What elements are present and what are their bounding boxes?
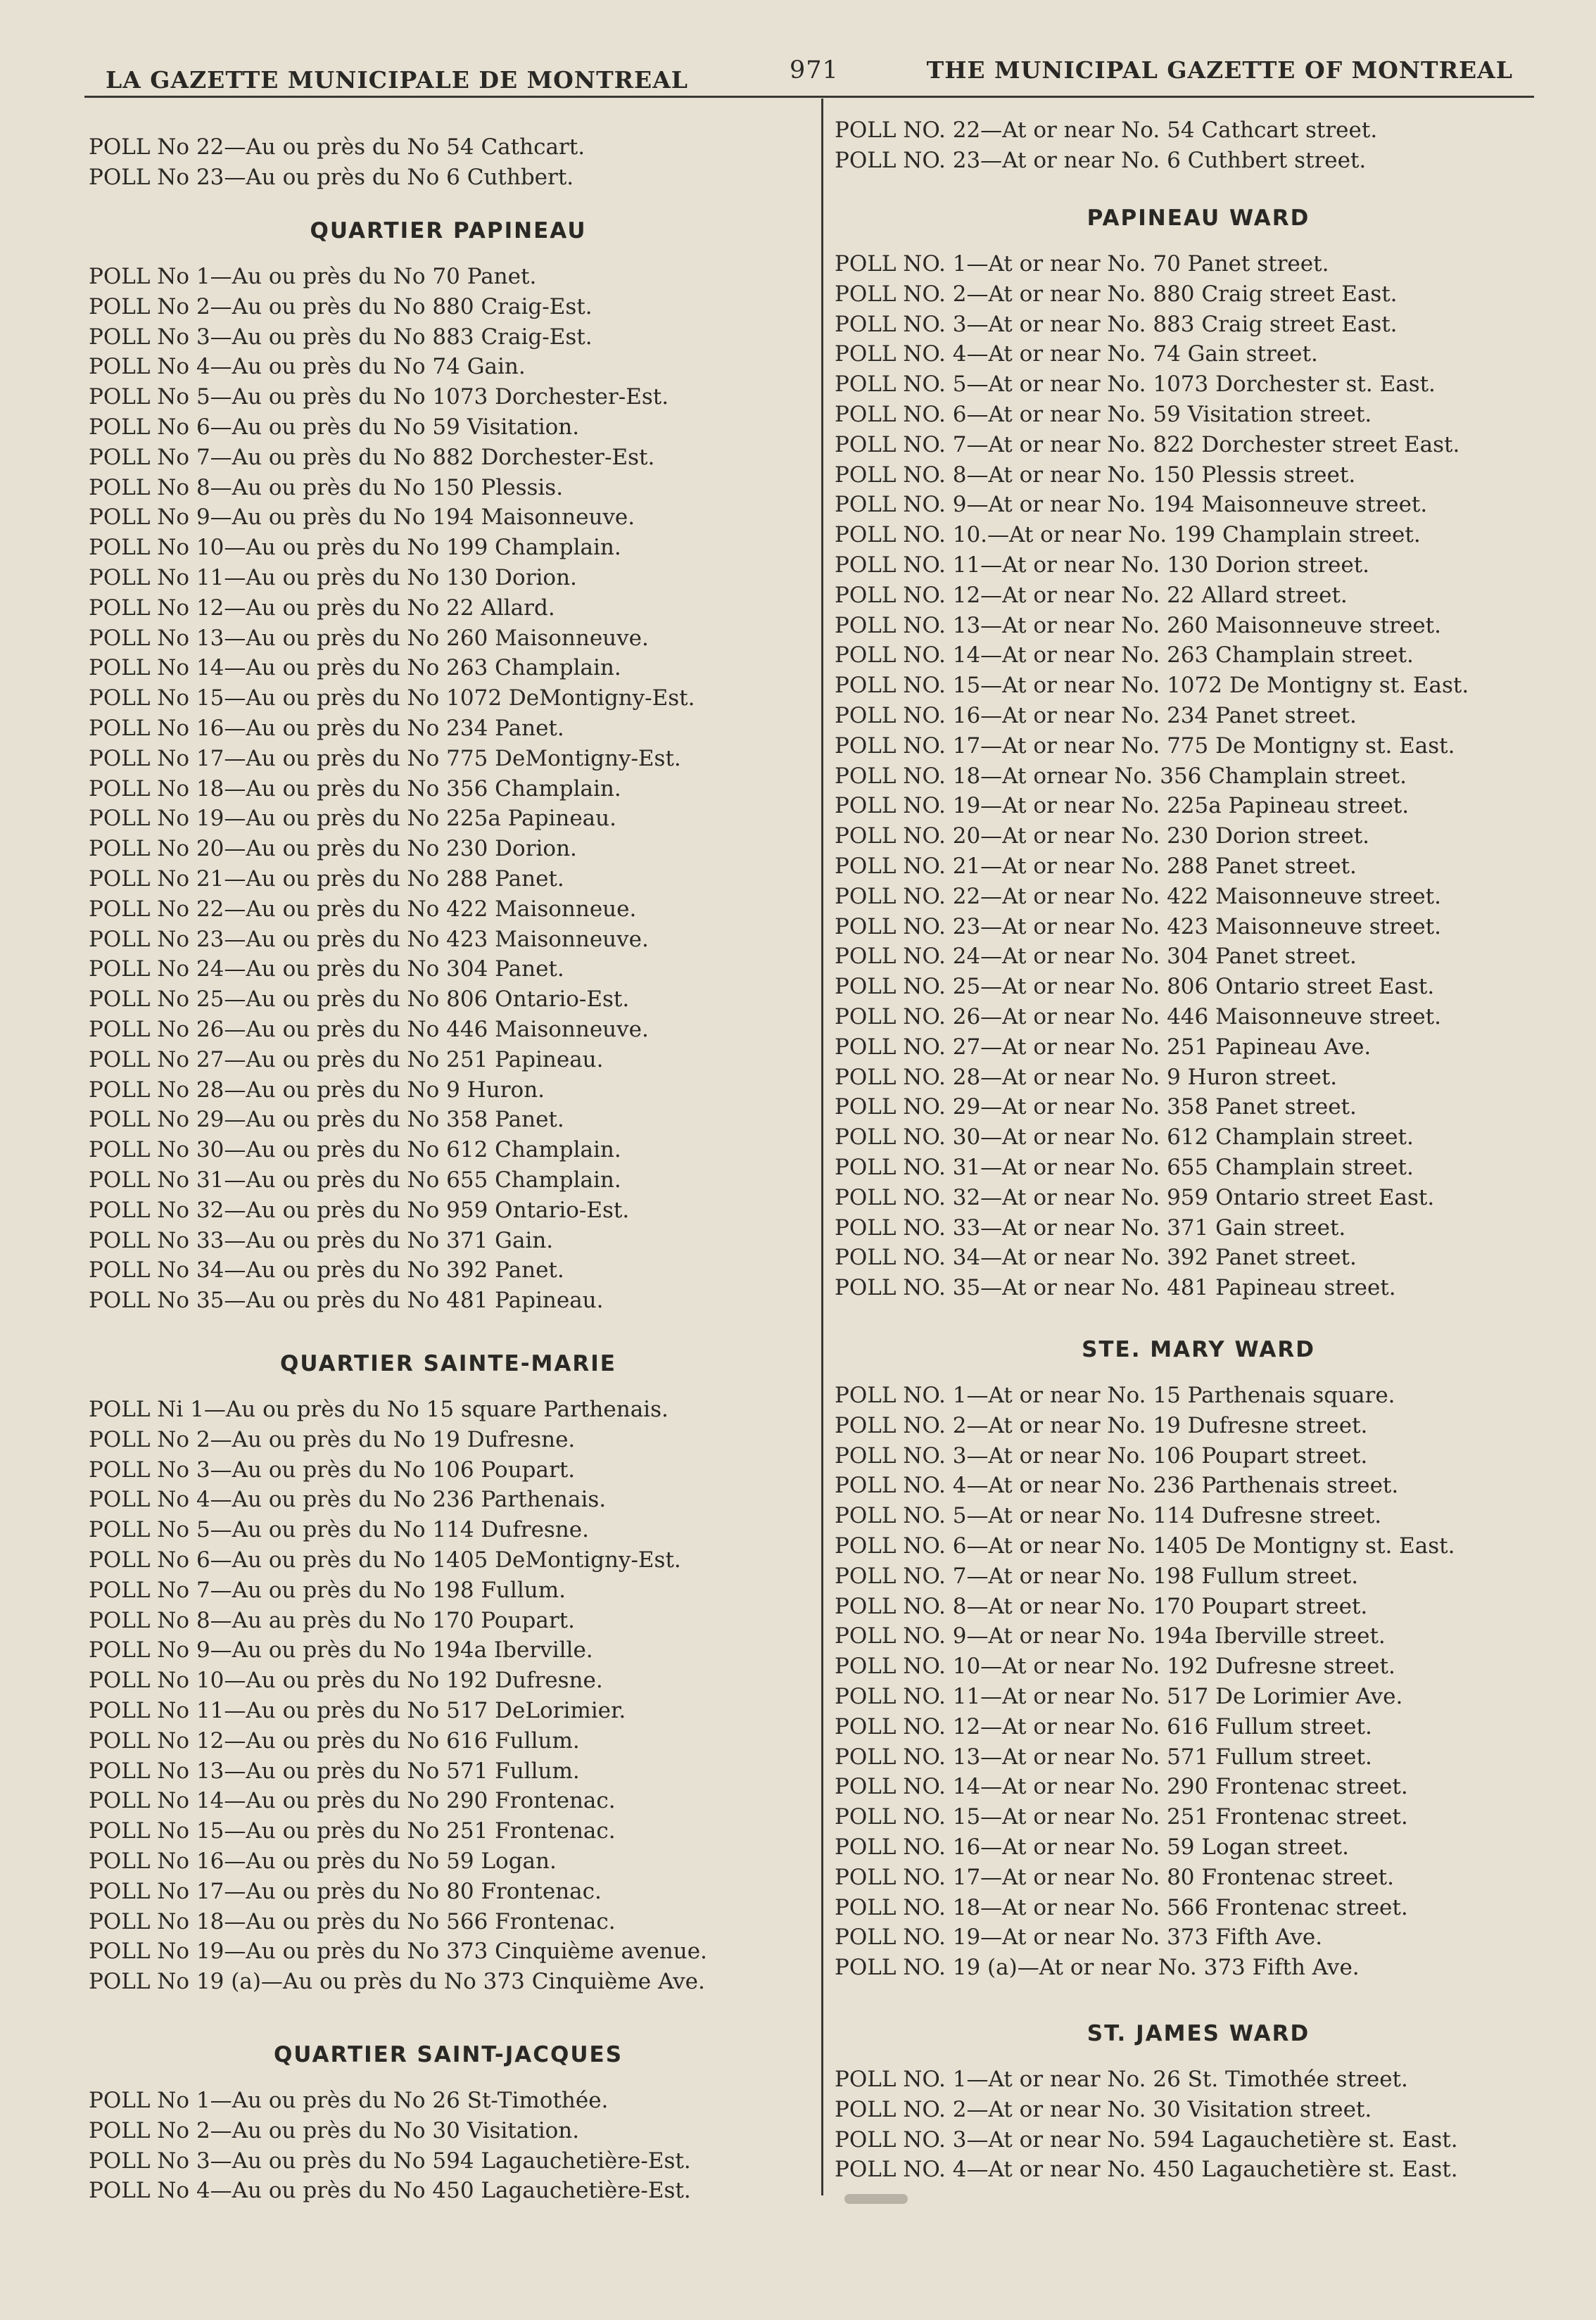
poll-entry: POLL NO. 14—At or near No. 263 Champlain street. [835, 642, 1414, 668]
poll-entry: POLL NO. 8—At or near No. 170 Poupart street. [835, 1593, 1368, 1619]
poll-entry: POLL No 15—Au ou près du No 1072 DeMontigny-Est. [89, 685, 695, 711]
poll-entry: POLL No 21—Au ou près du No 288 Panet. [89, 866, 564, 892]
poll-entry: POLL NO. 9—At or near No. 194 Maisonneuve street. [835, 492, 1428, 518]
poll-entry: POLL No 12—Au ou près du No 616 Fullum. [89, 1728, 580, 1754]
poll-entry: POLL NO. 22—At or near No. 54 Cathcart street. [835, 118, 1378, 143]
poll-entry: POLL No 19—Au ou près du No 225a Papineau. [89, 806, 616, 832]
poll-entry: POLL No 23—Au ou près du No 423 Maisonneuve. [89, 926, 649, 952]
poll-entry: POLL NO. 10.—At or near No. 199 Champlain street. [835, 522, 1421, 548]
french-papineau-section [86, 215, 811, 1316]
poll-entry: POLL NO. 12—At or near No. 616 Fullum street. [835, 1713, 1372, 1739]
column-divider [821, 99, 823, 2195]
poll-entry: POLL NO. 11—At or near No. 130 Dorion street. [835, 552, 1370, 578]
poll-entry: POLL No 8—Au ou près du No 150 Plessis. [89, 474, 564, 500]
poll-entry: POLL NO. 2—At or near No. 30 Visitation street. [835, 2096, 1372, 2122]
poll-entry: POLL No 1—Au ou près du No 70 Panet. [89, 264, 537, 289]
poll-entry: POLL NO. 17—At or near No. 775 De Montigny st. East. [835, 733, 1455, 759]
french-continued-list [86, 132, 811, 193]
poll-entry: POLL No 4—Au ou près du No 74 Gain. [89, 354, 526, 380]
poll-entry: POLL NO. 31—At or near No. 655 Champlain street. [835, 1154, 1414, 1180]
poll-entry: POLL NO. 1—At or near No. 15 Parthenais square. [835, 1383, 1395, 1408]
poll-entry: POLL No 3—Au ou près du No 883 Craig-Est. [89, 324, 593, 350]
poll-entry: POLL NO. 20—At or near No. 230 Dorion street. [835, 823, 1370, 849]
french-saint-jacques-section [86, 2039, 811, 2206]
poll-entry: POLL NO. 2—At or near No. 19 Dufresne street. [835, 1412, 1368, 1438]
poll-entry: POLL NO. 18—At ornear No. 356 Champlain street. [835, 763, 1407, 789]
poll-entry: POLL NO. 3—At or near No. 594 Lagauchetière st. East. [835, 2126, 1458, 2153]
poll-entry: POLL No 18—Au ou près du No 566 Frontenac. [89, 1908, 616, 1934]
poll-list [829, 1381, 1568, 1983]
poll-entry: POLL No 4—Au ou près du No 450 Lagauchetière-Est. [89, 2178, 691, 2204]
poll-entry: POLL No 12—Au ou près du No 22 Allard. [89, 595, 555, 621]
poll-entry: POLL No 29—Au ou près du No 358 Panet. [89, 1107, 564, 1133]
section-heading: STE. MARY WARD [1082, 1337, 1315, 1362]
poll-entry: POLL NO. 28—At or near No. 9 Huron street. [835, 1064, 1338, 1090]
poll-entry: POLL No 22—Au ou près du No 54 Cathcart. [89, 134, 585, 160]
poll-entry: POLL No 28—Au ou près du No 9 Huron. [89, 1077, 545, 1103]
poll-entry: POLL NO. 19—At or near No. 225a Papineau street. [835, 793, 1410, 819]
poll-entry: POLL NO. 1—At or near No. 26 St. Timothée street. [835, 2067, 1408, 2092]
poll-entry: POLL No 30—Au ou près du No 612 Champlain. [89, 1137, 621, 1163]
poll-entry: POLL No 3—Au ou près du No 594 Lagauchetière-Est. [89, 2148, 691, 2174]
poll-entry: POLL NO. 10—At or near No. 192 Dufresne street. [835, 1654, 1395, 1680]
header-title-french: LA GAZETTE MUNICIPALE DE MONTREAL [106, 66, 689, 94]
poll-entry: POLL NO. 22—At or near No. 422 Maisonneuve street. [835, 883, 1441, 909]
poll-entry: POLL No 2—Au ou près du No 880 Craig-Est. [89, 293, 593, 319]
poll-entry: POLL NO. 6—At or near No. 59 Visitation street. [835, 401, 1372, 427]
poll-entry: POLL No 33—Au ou près du No 371 Gain. [89, 1227, 554, 1253]
poll-entry: POLL No 27—Au ou près du No 251 Papineau. [89, 1046, 604, 1072]
poll-entry: POLL No 13—Au ou près du No 571 Fullum. [89, 1758, 580, 1784]
poll-entry: POLL No 26—Au ou près du No 446 Maisonneuve. [89, 1016, 649, 1042]
poll-entry: POLL No 2—Au ou près du No 19 Dufresne. [89, 1426, 576, 1452]
poll-entry: POLL NO. 23—At or near No. 6 Cuthbert street. [835, 147, 1367, 173]
poll-entry: POLL No 2—Au ou près du No 30 Visitation. [89, 2117, 580, 2143]
poll-entry: POLL No 22—Au ou près du No 422 Maisonneue. [89, 896, 637, 922]
section-heading: QUARTIER SAINTE-MARIE [280, 1351, 616, 1376]
poll-entry: POLL NO. 9—At or near No. 194a Iberville street. [835, 1623, 1386, 1649]
poll-entry: POLL NO. 2—At or near No. 880 Craig street East. [835, 281, 1398, 307]
poll-entry: POLL No 9—Au ou près du No 194a Iberville. [89, 1637, 593, 1663]
poll-entry: POLL No 7—Au ou près du No 882 Dorchester-Est. [89, 444, 655, 470]
poll-entry: POLL No 14—Au ou près du No 290 Frontenac. [89, 1788, 616, 1814]
poll-entry: POLL NO. 26—At or near No. 446 Maisonneuve street. [835, 1003, 1441, 1029]
poll-entry: POLL No 32—Au ou près du No 959 Ontario-Est. [89, 1197, 630, 1223]
poll-entry: POLL NO. 15—At or near No. 1072 De Montigny st. East. [835, 673, 1469, 699]
poll-entry: POLL NO. 7—At or near No. 822 Dorchester street East. [835, 431, 1460, 457]
english-ste-mary-section [829, 1334, 1568, 1983]
poll-entry: POLL No 10—Au ou près du No 192 Dufresne. [89, 1668, 603, 1694]
poll-entry: POLL NO. 18—At or near No. 566 Frontenac street. [835, 1894, 1408, 1920]
poll-entry: POLL NO. 24—At or near No. 304 Panet street. [835, 944, 1357, 970]
header-title-english: THE MUNICIPAL GAZETTE OF MONTREAL [926, 56, 1513, 84]
poll-entry: POLL NO. 11—At or near No. 517 De Lorimier Ave. [835, 1683, 1403, 1709]
poll-entry: POLL NO. 19—At or near No. 373 Fifth Ave. [835, 1925, 1323, 1951]
poll-entry: POLL NO. 3—At or near No. 883 Craig street East. [835, 311, 1398, 337]
poll-entry: POLL No 3—Au ou près du No 106 Poupart. [89, 1457, 576, 1483]
poll-entry: POLL No 6—Au ou près du No 59 Visitation. [89, 414, 580, 440]
poll-entry: POLL NO. 25—At or near No. 806 Ontario street East. [835, 974, 1435, 1000]
poll-entry: POLL No 20—Au ou près du No 230 Dorion. [89, 836, 577, 862]
poll-entry: POLL NO. 19 (a)—At or near No. 373 Fifth Ave. [835, 1955, 1360, 1981]
poll-entry: POLL No 11—Au ou près du No 130 Dorion. [89, 564, 577, 590]
english-papineau-section [829, 203, 1568, 1303]
poll-entry: POLL No 4—Au ou près du No 236 Parthenais. [89, 1487, 607, 1513]
poll-entry: POLL No 8—Au au près du No 170 Poupart. [89, 1607, 575, 1633]
poll-entry: POLL NO. 5—At or near No. 114 Dufresne street. [835, 1503, 1382, 1529]
poll-list [829, 249, 1568, 1303]
poll-entry: POLL No 19—Au ou près du No 373 Cinquième avenue. [89, 1939, 707, 1965]
poll-list [86, 262, 811, 1316]
poll-entry: POLL NO. 32—At or near No. 959 Ontario street East. [835, 1184, 1435, 1210]
poll-entry: POLL NO. 14—At or near No. 290 Frontenac street. [835, 1774, 1408, 1800]
poll-entry: POLL Ni 1—Au ou près du No 15 square Parthenais. [89, 1397, 669, 1422]
poll-entry: POLL No 31—Au ou près du No 655 Champlain. [89, 1167, 621, 1193]
poll-entry: POLL NO. 21—At or near No. 288 Panet street. [835, 853, 1357, 879]
english-continued-list [829, 115, 1568, 176]
poll-entry: POLL NO. 7—At or near No. 198 Fullum street. [835, 1563, 1359, 1589]
poll-entry: POLL NO. 13—At or near No. 571 Fullum street. [835, 1744, 1372, 1770]
poll-entry: POLL NO. 15—At or near No. 251 Frontenac street. [835, 1804, 1408, 1830]
poll-entry: POLL No 11—Au ou près du No 517 DeLorimier. [89, 1697, 626, 1723]
section-heading: PAPINEAU WARD [1087, 205, 1310, 231]
poll-entry: POLL No 15—Au ou près du No 251 Frontenac. [89, 1818, 616, 1844]
poll-entry: POLL No 9—Au ou près du No 194 Maisonneuve. [89, 505, 635, 531]
french-sainte-marie-section [86, 1348, 811, 1997]
poll-entry: POLL No 19 (a)—Au ou près du No 373 Cinquième Ave. [89, 1969, 705, 1995]
poll-entry: POLL NO. 4—At or near No. 236 Parthenais street. [835, 1473, 1399, 1499]
poll-entry: POLL No 10—Au ou près du No 199 Champlain. [89, 535, 621, 561]
poll-entry: POLL No 5—Au ou près du No 1073 Dorchester-Est. [89, 384, 669, 410]
poll-entry: POLL No 17—Au ou près du No 775 DeMontigny-Est. [89, 745, 681, 771]
poll-entry: POLL NO. 12—At or near No. 22 Allard street. [835, 582, 1348, 608]
poll-entry: POLL No 25—Au ou près du No 806 Ontario-Est. [89, 987, 630, 1013]
poll-entry: POLL NO. 23—At or near No. 423 Maisonneuve street. [835, 913, 1441, 939]
page-number: 971 [790, 56, 839, 84]
poll-entry: POLL No 5—Au ou près du No 114 Dufresne. [89, 1517, 589, 1543]
poll-entry: POLL No 14—Au ou près du No 263 Champlain. [89, 655, 621, 681]
poll-entry: POLL NO. 29—At or near No. 358 Panet street. [835, 1094, 1357, 1120]
poll-entry: POLL No 16—Au ou près du No 59 Logan. [89, 1848, 557, 1874]
poll-entry: POLL No 17—Au ou près du No 80 Frontenac. [89, 1878, 602, 1904]
poll-entry: POLL NO. 27—At or near No. 251 Papineau Ave. [835, 1034, 1372, 1060]
poll-entry: POLL NO. 17—At or near No. 80 Frontenac street. [835, 1864, 1394, 1890]
poll-entry: POLL NO. 30—At or near No. 612 Champlain street. [835, 1124, 1414, 1151]
ink-smudge [844, 2194, 908, 2204]
poll-entry: POLL NO. 1—At or near No. 70 Panet street. [835, 251, 1329, 277]
poll-entry: POLL NO. 5—At or near No. 1073 Dorchester st. East. [835, 372, 1436, 398]
poll-entry: POLL NO. 4—At or near No. 450 Lagauchetière st. East. [835, 2157, 1458, 2183]
poll-entry: POLL NO. 8—At or near No. 150 Plessis street. [835, 462, 1356, 488]
poll-entry: POLL NO. 3—At or near No. 106 Poupart street. [835, 1443, 1368, 1469]
poll-entry: POLL No 34—Au ou près du No 392 Panet. [89, 1257, 564, 1283]
poll-entry: POLL No 35—Au ou près du No 481 Papineau. [89, 1288, 604, 1314]
poll-entry: POLL NO. 13—At or near No. 260 Maisonneuve street. [835, 612, 1441, 638]
poll-list [86, 2086, 811, 2206]
poll-list [86, 1395, 811, 1997]
poll-entry: POLL No 16—Au ou près du No 234 Panet. [89, 715, 564, 741]
page-header [106, 51, 1513, 100]
poll-entry: POLL NO. 34—At or near No. 392 Panet street. [835, 1245, 1357, 1271]
english-st-james-section [829, 2018, 1568, 2185]
section-heading: QUARTIER SAINT-JACQUES [273, 2042, 623, 2067]
poll-entry: POLL No 7—Au ou près du No 198 Fullum. [89, 1577, 566, 1603]
section-heading: QUARTIER PAPINEAU [310, 218, 587, 243]
poll-entry: POLL No 24—Au ou près du No 304 Panet. [89, 956, 564, 982]
poll-entry: POLL No 6—Au ou près du No 1405 DeMontigny-Est. [89, 1547, 681, 1573]
poll-entry: POLL NO. 33—At or near No. 371 Gain street. [835, 1215, 1346, 1241]
poll-entry: POLL No 18—Au ou près du No 356 Champlain. [89, 775, 621, 801]
poll-entry: POLL NO. 6—At or near No. 1405 De Montigny st. East. [835, 1533, 1455, 1559]
poll-list [829, 2065, 1568, 2185]
poll-entry: POLL No 13—Au ou près du No 260 Maisonneuve. [89, 625, 649, 651]
section-heading: ST. JAMES WARD [1087, 2021, 1310, 2046]
poll-entry: POLL No 1—Au ou près du No 26 St-Timothée. [89, 2088, 609, 2113]
poll-entry: POLL No 23—Au ou près du No 6 Cuthbert. [89, 164, 574, 190]
header-rule [84, 96, 1534, 98]
poll-entry: POLL NO. 4—At or near No. 74 Gain street. [835, 341, 1318, 367]
poll-entry: POLL NO. 16—At or near No. 234 Panet street. [835, 702, 1357, 728]
poll-entry: POLL NO. 16—At or near No. 59 Logan street. [835, 1834, 1349, 1860]
poll-entry: POLL NO. 35—At or near No. 481 Papineau street. [835, 1275, 1396, 1301]
